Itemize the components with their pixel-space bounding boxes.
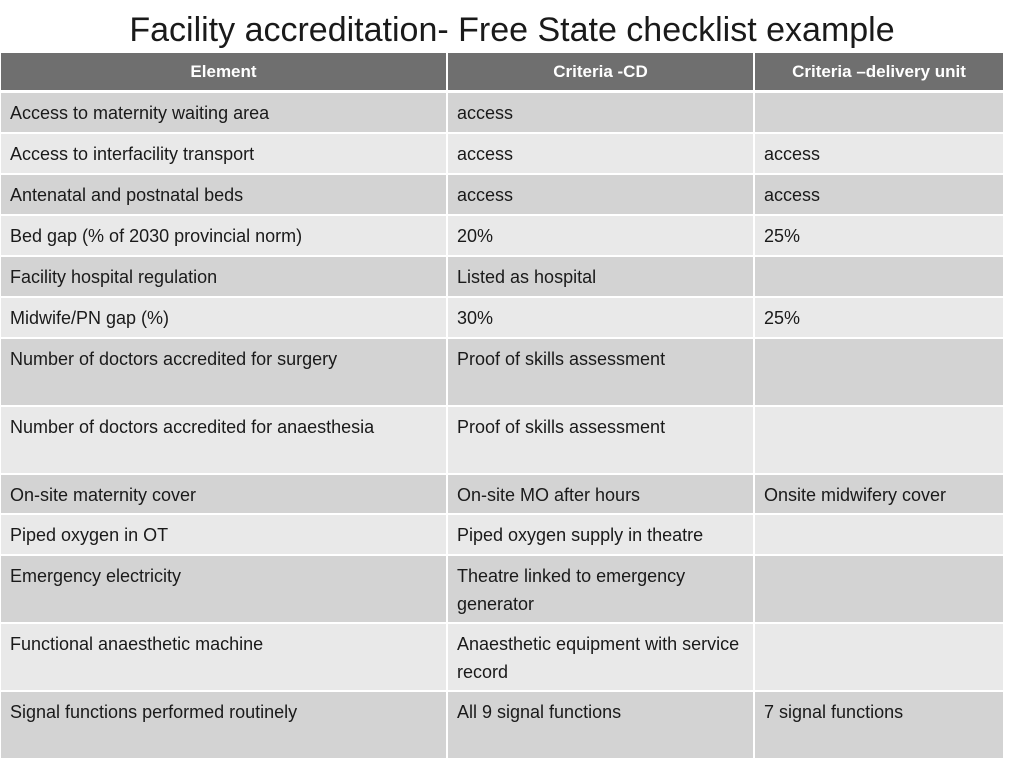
criteria-delivery-cell xyxy=(754,256,1003,297)
criteria-delivery-cell: Onsite midwifery cover xyxy=(754,474,1003,514)
table-row xyxy=(1,406,1003,474)
criteria-cd-cell: Proof of skills assessment xyxy=(447,338,754,406)
element-cell: Signal functions performed routinely xyxy=(1,691,447,759)
criteria-cd-cell: 20% xyxy=(447,215,754,256)
element-cell: Facility hospital regulation xyxy=(1,256,447,297)
table-row xyxy=(1,297,1003,338)
table-row xyxy=(1,338,1003,406)
slide-title: Facility accreditation- Free State checklist example xyxy=(129,11,895,49)
table-row xyxy=(1,623,1003,691)
table-row xyxy=(1,514,1003,555)
table-header-row xyxy=(1,53,1003,92)
element-cell: Piped oxygen in OT xyxy=(1,514,447,555)
criteria-cd-cell: Anaesthetic equipment with service record xyxy=(447,623,754,691)
element-cell: Emergency electricity xyxy=(1,555,447,623)
element-cell: Number of doctors accredited for surgery xyxy=(1,338,447,406)
criteria-cd-cell: access xyxy=(447,174,754,215)
criteria-delivery-cell: 7 signal functions xyxy=(754,691,1003,759)
table-row xyxy=(1,133,1003,174)
criteria-cd-cell: On-site MO after hours xyxy=(447,474,754,514)
table-row xyxy=(1,92,1003,134)
criteria-delivery-cell xyxy=(754,555,1003,623)
criteria-cd-cell: Piped oxygen supply in theatre xyxy=(447,514,754,555)
criteria-delivery-cell xyxy=(754,406,1003,474)
table-row xyxy=(1,555,1003,623)
criteria-delivery-cell xyxy=(754,514,1003,555)
header-criteria-cd: Criteria -CD xyxy=(447,53,754,92)
criteria-delivery-cell: 25% xyxy=(754,215,1003,256)
criteria-cd-cell: access xyxy=(447,92,754,134)
criteria-cd-cell: Listed as hospital xyxy=(447,256,754,297)
element-cell: Number of doctors accredited for anaesthesia xyxy=(1,406,447,474)
table-row xyxy=(1,174,1003,215)
criteria-cd-cell: Proof of skills assessment xyxy=(447,406,754,474)
table-row xyxy=(1,256,1003,297)
element-cell: Bed gap (% of 2030 provincial norm) xyxy=(1,215,447,256)
criteria-cd-cell: access xyxy=(447,133,754,174)
header-criteria-delivery-unit: Criteria –delivery unit xyxy=(754,53,1003,92)
element-cell: On-site maternity cover xyxy=(1,474,447,514)
checklist-table xyxy=(1,53,1003,760)
header-element: Element xyxy=(1,53,447,92)
element-cell: Midwife/PN gap (%) xyxy=(1,297,447,338)
criteria-cd-cell: Theatre linked to emergency generator xyxy=(447,555,754,623)
criteria-delivery-cell xyxy=(754,92,1003,134)
element-cell: Functional anaesthetic machine xyxy=(1,623,447,691)
table-row xyxy=(1,474,1003,514)
criteria-cd-cell: All 9 signal functions xyxy=(447,691,754,759)
element-cell: Antenatal and postnatal beds xyxy=(1,174,447,215)
element-cell: Access to interfacility transport xyxy=(1,133,447,174)
criteria-delivery-cell: 25% xyxy=(754,297,1003,338)
table-row xyxy=(1,215,1003,256)
criteria-delivery-cell: access xyxy=(754,133,1003,174)
criteria-delivery-cell xyxy=(754,623,1003,691)
criteria-delivery-cell xyxy=(754,338,1003,406)
table-row xyxy=(1,691,1003,759)
element-cell: Access to maternity waiting area xyxy=(1,92,447,134)
criteria-delivery-cell: access xyxy=(754,174,1003,215)
criteria-cd-cell: 30% xyxy=(447,297,754,338)
